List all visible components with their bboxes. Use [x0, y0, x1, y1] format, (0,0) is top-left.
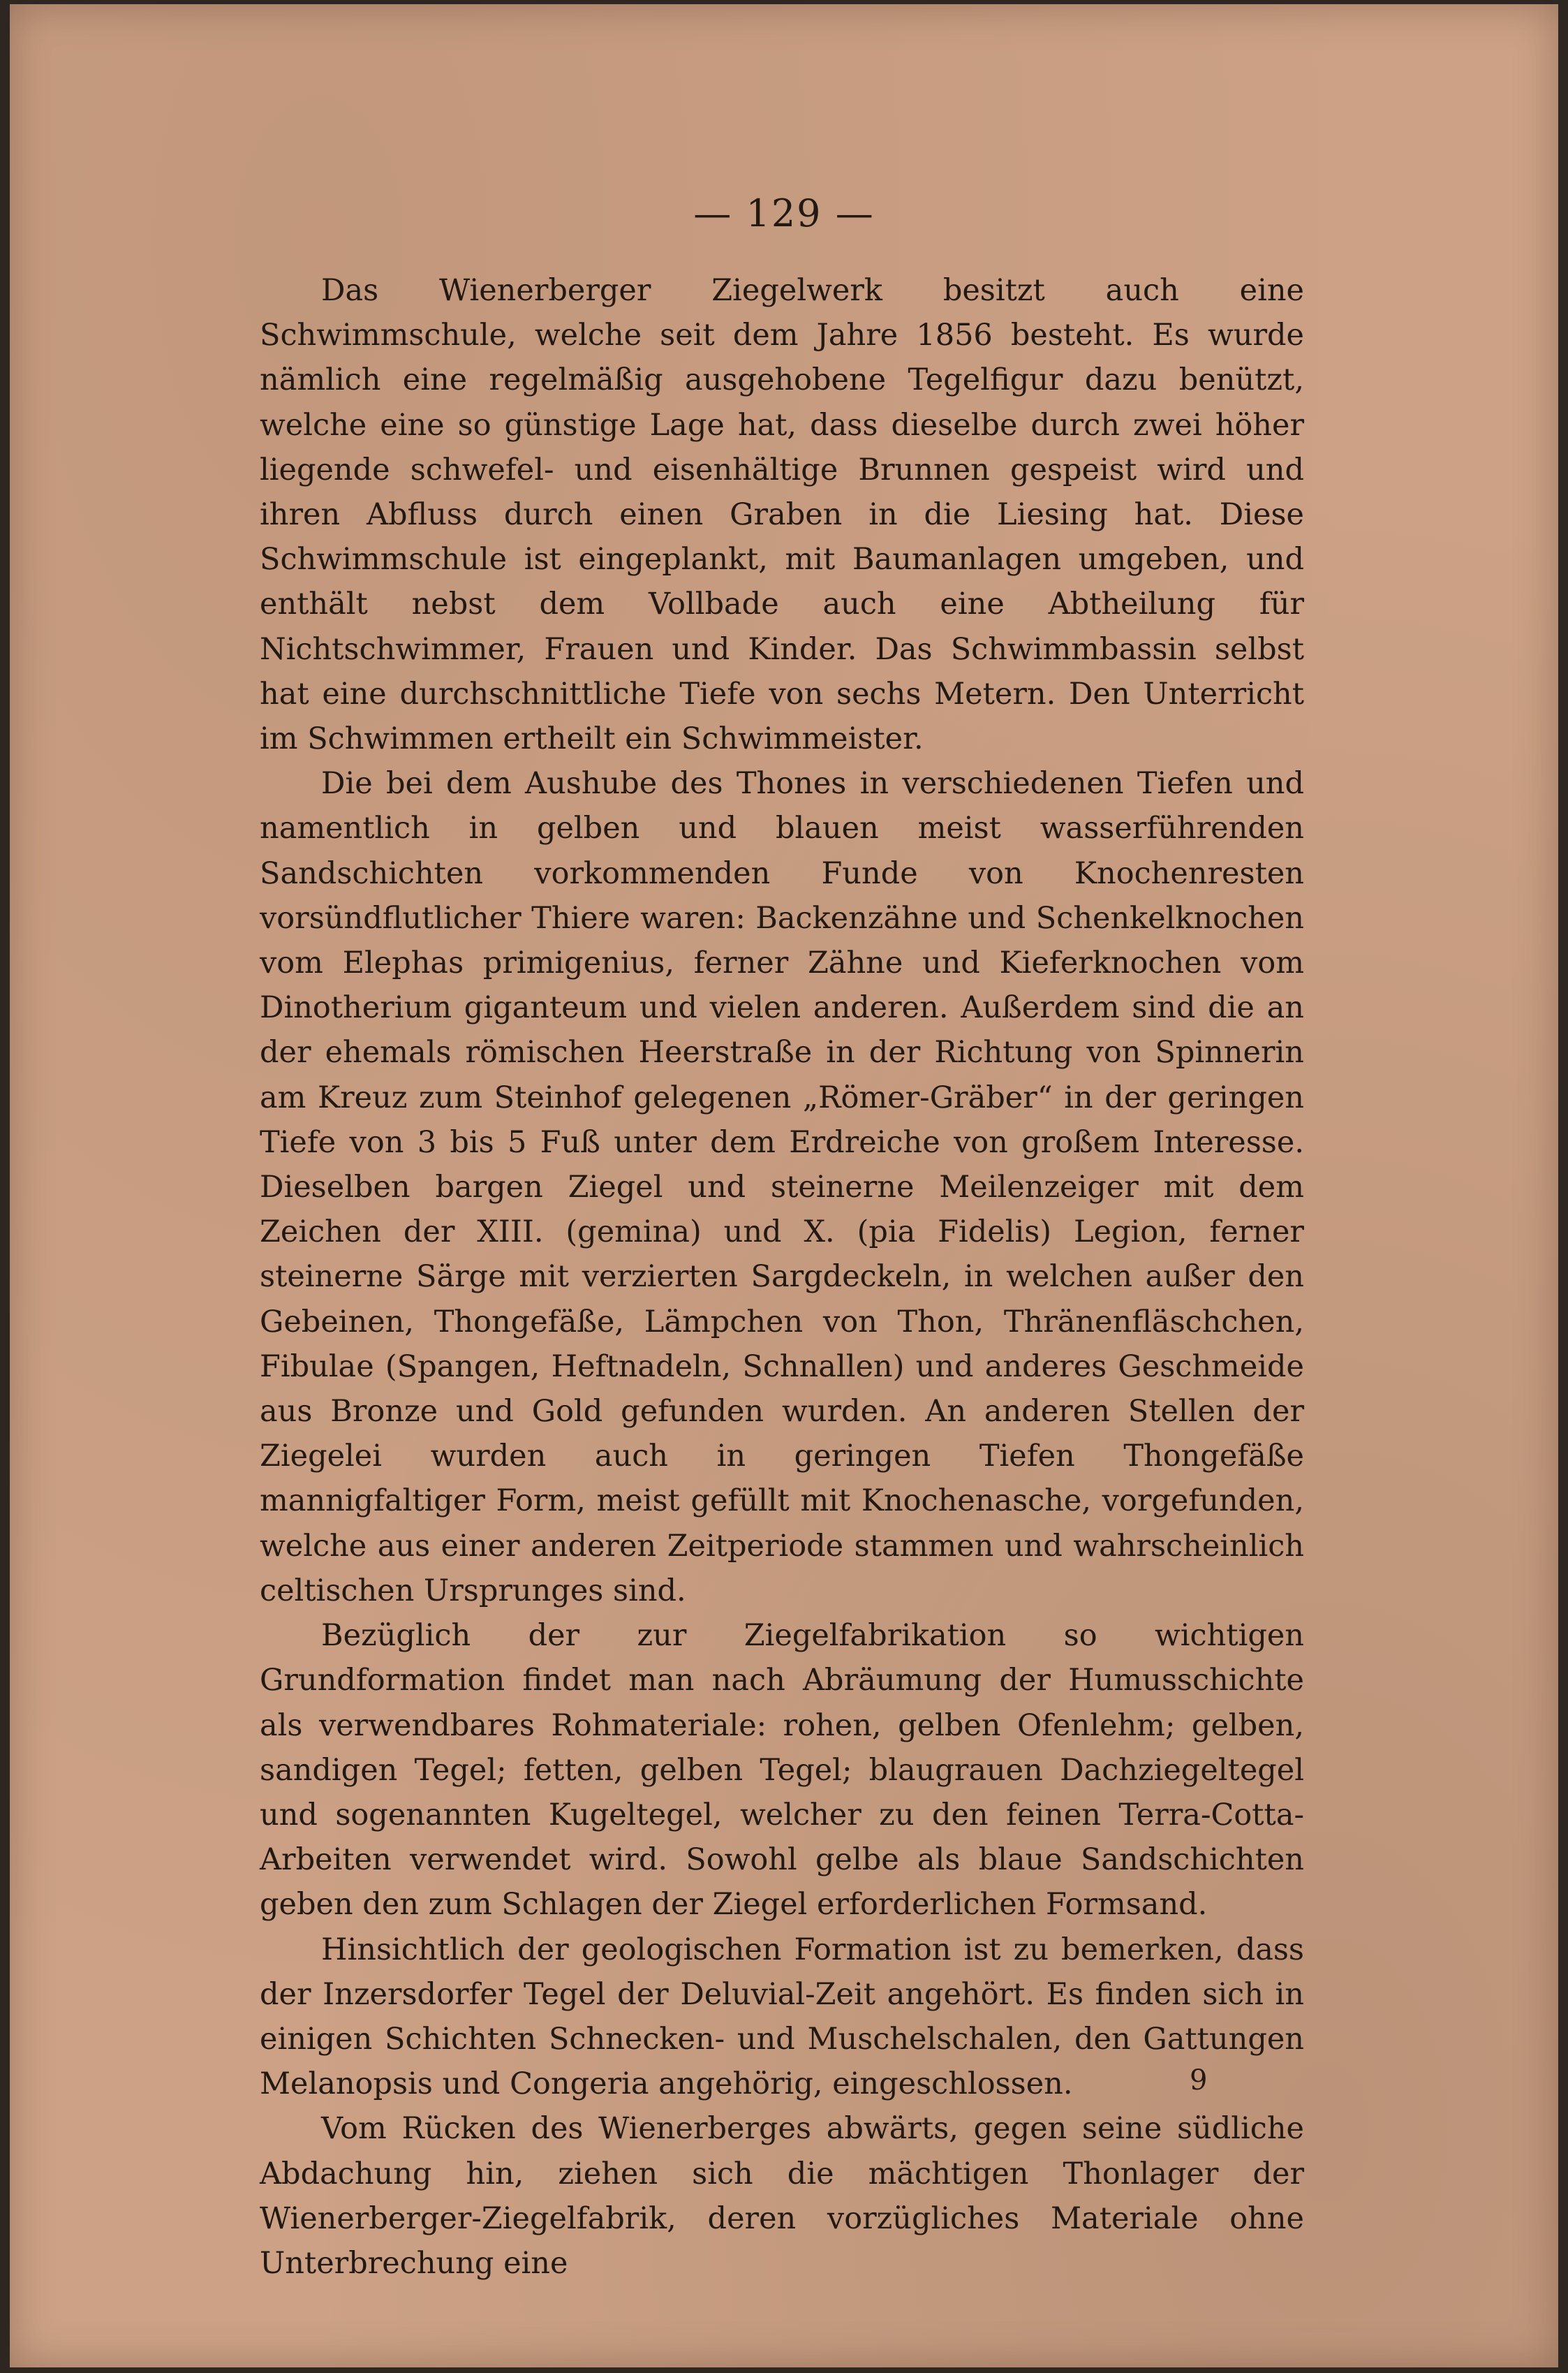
paragraph-swimming-school: Das Wienerberger Ziegelwerk besitzt auch eine Schwimmschule, welche seit dem Jahre 1856 besteht. Es wurde nämlich eine regelmäßig ausgehobene Tegelfigur dazu benützt, welche eine so günstige Lage hat, dass dieselbe durch zwei höher liegende schwefel- und eisenhältige Brunnen gespeist wird und ihren Abfluss durch einen Graben in die Liesing hat. Diese Schwimmschule ist eingeplankt, mit Baumanlagen umgeben, und enthält nebst dem Vollbade auch eine Abtheilung für Nichtschwimmer, Frauen und Kinder. Das Schwimmbassin selbst hat eine durchschnittliche Tiefe von sechs Metern. Den Unterricht im Schwimmen ertheilt ein Schwimmeister.	[260, 273, 1304, 757]
book-page	[10, 4, 1558, 2367]
paragraph-geology: Hinsichtlich der geologischen Formation ist zu bemerken, dass der Inzersdorfer Tegel der Deluvial-Zeit angehört. Es finden sich in einigen Schichten Schnecken- und Muschelschalen, den Gattungen Melanopsis und Congeria angehörig, eingeschlossen.	[260, 1932, 1304, 2102]
paragraph-clay-deposits: Vom Rücken des Wienerberges abwärts, gegen seine südliche Abdachung hin, ziehen sich die mächtigen Thonlager der Wienerberger-Ziegelfabrik, deren vorzügliches Materiale ohne Unterbrechung eine	[260, 2111, 1304, 2281]
signature-mark: 9	[1190, 2064, 1208, 2096]
page-number-header: — 129 —	[693, 191, 875, 235]
paragraph-raw-materials: Bezüglich der zur Ziegelfabrikation so wichtigen Grundformation findet man nach Abräumung der Humusschichte als verwendbares Rohmateriale: rohen, gelben Ofenlehm; gelben, sandigen Tegel; fetten, gelben Tegel; blaugrauen Dachziegeltegel und sogenannten Kugeltegel, welcher zu den feinen Terra-Cotta-Arbeiten verwendet wird. Sowohl gelbe als blaue Sandschichten geben den zum Schlagen der Ziegel erforderlichen Formsand.	[260, 1618, 1304, 1923]
paragraph-fossil-finds: Die bei dem Aushube des Thones in verschiedenen Tiefen und namentlich in gelben und blauen meist wasserführenden Sandschichten vorkommenden Funde von Knochenresten vorsündflutlicher Thiere waren: Backenzähne und Schenkelknochen vom Elephas primigenius, ferner Zähne und Kieferknochen vom Dinotherium giganteum und vielen anderen. Außerdem sind die an der ehemals römischen Heerstraße in der Richtung von Spinnerin am Kreuz zum Steinhof gelegenen „Römer-Gräber“ in der geringen Tiefe von 3 bis 5 Fuß unter dem Erdreiche von großem Interesse. Dieselben bargen Ziegel und steinerne Meilenzeiger mit dem Zeichen der XIII. (gemina) und X. (pia Fidelis) Legion, ferner steinerne Särge mit verzierten Sargdeckeln, in welchen außer den Gebeinen, Thongefäße, Lämpchen von Thon, Thränenfläschchen, Fibulae (Spangen, Heftnadeln, Schnallen) und anderes Geschmeide aus Bronze und Gold gefunden wurden. An anderen Stellen der Ziegelei wurden auch in geringen Tiefen Thongefäße mannigfaltiger Form, meist gefüllt mit Knochenasche, vorgefunden, welche aus einer anderen Zeitperiode stammen und wahrscheinlich celtischen Ursprunges sind.	[260, 766, 1304, 1608]
body-text	[260, 268, 1304, 2286]
